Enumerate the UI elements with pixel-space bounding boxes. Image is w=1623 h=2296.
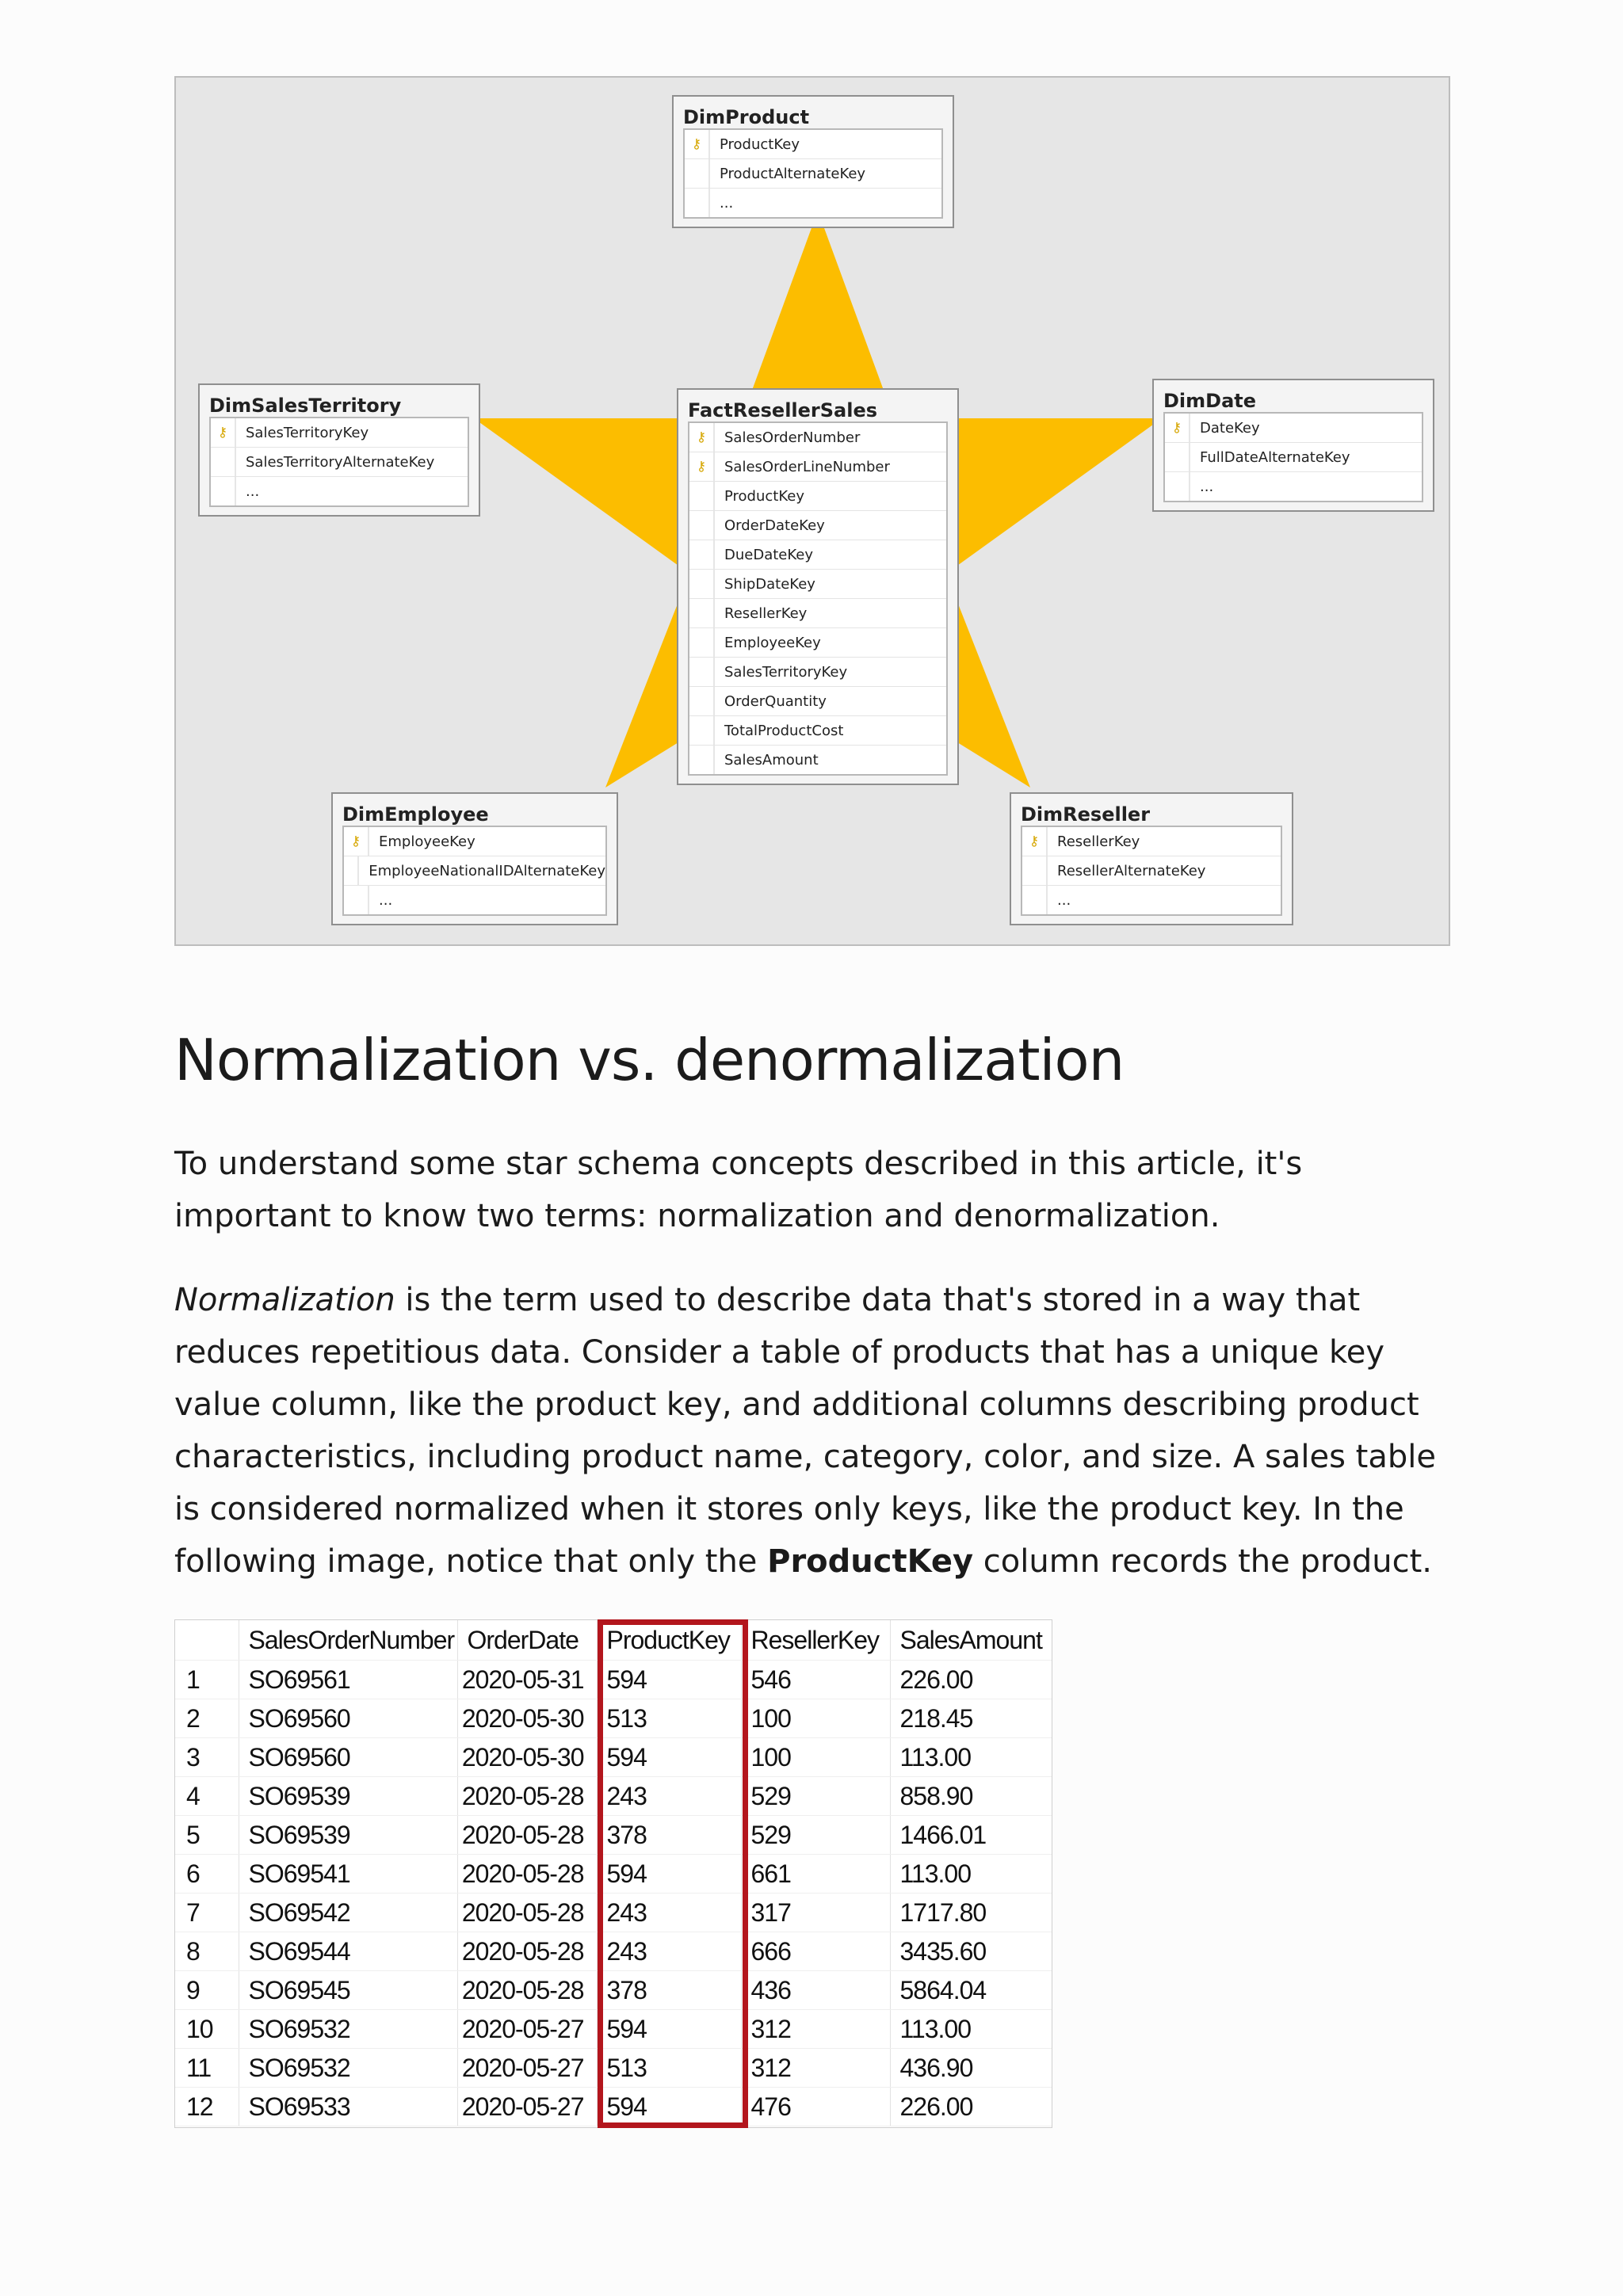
cell-row-number: 6: [175, 1855, 239, 1894]
cell-sales-order-number: SO69532: [239, 2010, 457, 2049]
table-title: DimProduct: [683, 106, 810, 128]
cell-sales-amount: 113.00: [890, 1855, 1052, 1894]
cell-order-date: 2020-05-28: [457, 1971, 597, 2010]
cell-product-key: 594: [597, 2088, 741, 2126]
cell-reseller-key: 546: [741, 1661, 890, 1699]
column-name: SalesOrderNumber: [724, 429, 861, 446]
cell-sales-order-number: SO69544: [239, 1932, 457, 1971]
column-name: ShipDateKey: [724, 575, 815, 593]
cell-row-number: 3: [175, 1738, 239, 1777]
table-column-row: [344, 856, 605, 886]
column-selector-cell: [689, 658, 715, 686]
table-column-row: [689, 658, 946, 687]
primary-key-icon: ⚷: [1165, 414, 1190, 442]
column-selector-cell: [689, 687, 715, 715]
cell-order-date: 2020-05-28: [457, 1894, 597, 1932]
cell-row-number: 12: [175, 2088, 239, 2126]
table-column-row: [211, 448, 468, 477]
column-name: TotalProductCost: [724, 722, 844, 739]
table-title: DimDate: [1163, 390, 1257, 412]
table-column-row: [685, 189, 941, 217]
column-name: EmployeeKey: [379, 833, 475, 850]
table-column-row: [689, 540, 946, 570]
normalization-text: is the term used to describe data that's stored in a way that reduces repetitious data. Consider a table of products that has a unique key value column, like the product key, and additional columns describing product characteristics, including product name, category, color, and size. A sales table is considered normalized when it stores only keys, like the product key. In the following image, notice that only the: [174, 1282, 1436, 1580]
table-column-row: [689, 482, 946, 511]
table-column-row: [685, 130, 941, 159]
column-name: FullDateAlternateKey: [1200, 448, 1350, 466]
table-column-row: [211, 418, 468, 448]
cell-sales-amount: 858.90: [890, 1777, 1052, 1816]
cell-sales-order-number: SO69541: [239, 1855, 457, 1894]
cell-row-number: 8: [175, 1932, 239, 1971]
cell-sales-order-number: SO69533: [239, 2088, 457, 2126]
column-selector-cell: [685, 189, 710, 217]
cell-order-date: 2020-05-27: [457, 2049, 597, 2088]
column-name: ...: [1200, 478, 1214, 495]
cell-row-number: 9: [175, 1971, 239, 2010]
table-column-row: [689, 716, 946, 746]
table-column-row: [1165, 472, 1422, 501]
column-selector-cell: [689, 570, 715, 598]
table-column-row: [1022, 827, 1281, 856]
cell-sales-order-number: SO69539: [239, 1816, 457, 1855]
cell-reseller-key: 317: [741, 1894, 890, 1932]
cell-order-date: 2020-05-30: [457, 1738, 597, 1777]
cell-row-number: 4: [175, 1777, 239, 1816]
cell-product-key: 594: [597, 1855, 741, 1894]
cell-product-key: 513: [597, 2049, 741, 2088]
cell-sales-order-number: SO69561: [239, 1661, 457, 1699]
cell-order-date: 2020-05-28: [457, 1855, 597, 1894]
column-name: SalesOrderLineNumber: [724, 458, 890, 475]
cell-product-key: 594: [597, 1661, 741, 1699]
cell-row-number: 7: [175, 1894, 239, 1932]
cell-row-number: 10: [175, 2010, 239, 2049]
cell-reseller-key: 666: [741, 1932, 890, 1971]
column-name: DueDateKey: [724, 546, 813, 563]
table-column-row: [689, 511, 946, 540]
cell-product-key: 243: [597, 1777, 741, 1816]
column-selector-cell: [689, 511, 715, 540]
cell-sales-order-number: SO69542: [239, 1894, 457, 1932]
table-title: FactResellerSales: [688, 399, 878, 421]
cell-order-date: 2020-05-27: [457, 2088, 597, 2126]
table-columns: [1021, 826, 1282, 916]
cell-sales-amount: 226.00: [890, 2088, 1052, 2126]
grid-header-salesamount: SalesAmount: [890, 1620, 1052, 1661]
cell-sales-amount: 226.00: [890, 1661, 1052, 1699]
table-column-row: [689, 628, 946, 658]
column-selector-cell: [689, 482, 715, 510]
cell-sales-order-number: SO69560: [239, 1699, 457, 1738]
table-dimemployee: [331, 792, 618, 925]
column-name: ResellerKey: [1057, 833, 1140, 850]
cell-sales-amount: 218.45: [890, 1699, 1052, 1738]
column-name: SalesTerritoryAlternateKey: [246, 453, 435, 471]
primary-key-icon: ⚷: [1022, 827, 1048, 856]
primary-key-icon: ⚷: [689, 423, 715, 452]
table-dimreseller: [1010, 792, 1293, 925]
column-selector-cell: [689, 540, 715, 569]
column-name: OrderDateKey: [724, 517, 825, 534]
cell-product-key: 243: [597, 1894, 741, 1932]
cell-reseller-key: 529: [741, 1777, 890, 1816]
cell-sales-amount: 1717.80: [890, 1894, 1052, 1932]
table-columns: [209, 417, 469, 507]
primary-key-icon: ⚷: [689, 452, 715, 481]
grid-header-orderdate: OrderDate: [457, 1620, 597, 1661]
column-selector-cell: [1022, 856, 1048, 885]
column-name: ResellerAlternateKey: [1057, 862, 1206, 879]
cell-sales-order-number: SO69545: [239, 1971, 457, 2010]
table-columns: [688, 421, 948, 776]
productkey-highlight-box: [598, 1619, 748, 2128]
table-column-row: [689, 423, 946, 452]
cell-order-date: 2020-05-28: [457, 1816, 597, 1855]
column-selector-cell: [211, 477, 236, 505]
cell-product-key: 594: [597, 1738, 741, 1777]
cell-sales-order-number: SO69560: [239, 1738, 457, 1777]
cell-sales-order-number: SO69532: [239, 2049, 457, 2088]
primary-key-icon: ⚷: [344, 827, 369, 856]
table-column-row: [1022, 856, 1281, 886]
table-column-row: [689, 687, 946, 716]
cell-row-number: 1: [175, 1661, 239, 1699]
column-selector-cell: [211, 448, 236, 476]
cell-sales-amount: 113.00: [890, 1738, 1052, 1777]
table-factresellersales: [677, 388, 959, 785]
table-columns: [342, 826, 607, 916]
cell-reseller-key: 100: [741, 1699, 890, 1738]
column-name: ...: [246, 482, 260, 500]
column-name: ...: [720, 194, 734, 212]
table-dimproduct: [672, 95, 954, 228]
cell-sales-amount: 5864.04: [890, 1971, 1052, 2010]
cell-order-date: 2020-05-28: [457, 1777, 597, 1816]
normalization-paragraph: [174, 1274, 1450, 1588]
column-name: ProductKey: [720, 135, 800, 153]
cell-reseller-key: 312: [741, 2049, 890, 2088]
cell-row-number: 11: [175, 2049, 239, 2088]
column-selector-cell: [344, 856, 359, 885]
cell-product-key: 243: [597, 1932, 741, 1971]
column-name: DateKey: [1200, 419, 1260, 437]
primary-key-icon: ⚷: [685, 130, 710, 158]
cell-reseller-key: 476: [741, 2088, 890, 2126]
cell-product-key: 378: [597, 1971, 741, 2010]
cell-order-date: 2020-05-30: [457, 1699, 597, 1738]
table-column-row: [211, 477, 468, 505]
column-name: ...: [1057, 891, 1071, 909]
grid-header-salesordernumber: SalesOrderNumber: [239, 1620, 457, 1661]
table-column-row: [344, 886, 605, 914]
cell-reseller-key: 436: [741, 1971, 890, 2010]
star-schema-diagram: [174, 76, 1450, 946]
table-dimdate: [1152, 379, 1434, 512]
column-name: EmployeeNationalIDAlternateKey: [369, 862, 605, 879]
cell-reseller-key: 312: [741, 2010, 890, 2049]
table-column-row: [1165, 414, 1422, 443]
column-name: EmployeeKey: [724, 634, 821, 651]
primary-key-icon: ⚷: [211, 418, 236, 447]
cell-sales-amount: 3435.60: [890, 1932, 1052, 1971]
table-column-row: [689, 570, 946, 599]
cell-order-date: 2020-05-28: [457, 1932, 597, 1971]
column-selector-cell: [689, 746, 715, 774]
table-column-row: [689, 452, 946, 482]
cell-reseller-key: 661: [741, 1855, 890, 1894]
column-name: SalesAmount: [724, 751, 819, 769]
normalization-text-end: column records the product.: [973, 1543, 1433, 1580]
table-column-row: [344, 827, 605, 856]
table-title: DimSalesTerritory: [209, 395, 402, 417]
table-column-row: [1022, 886, 1281, 914]
table-columns: [683, 128, 943, 219]
cell-sales-amount: 1466.01: [890, 1816, 1052, 1855]
table-column-row: [689, 599, 946, 628]
column-name: ResellerKey: [724, 605, 808, 622]
cell-sales-amount: 436.90: [890, 2049, 1052, 2088]
table-column-row: [1165, 443, 1422, 472]
column-selector-cell: [689, 716, 715, 745]
cell-row-number: 5: [175, 1816, 239, 1855]
table-column-row: [685, 159, 941, 189]
grid-header-rownum: [175, 1620, 239, 1661]
cell-product-key: 594: [597, 2010, 741, 2049]
column-selector-cell: [689, 599, 715, 627]
column-selector-cell: [1165, 443, 1190, 471]
column-selector-cell: [1165, 472, 1190, 501]
cell-row-number: 2: [175, 1699, 239, 1738]
column-name: SalesTerritoryKey: [724, 663, 848, 681]
cell-order-date: 2020-05-27: [457, 2010, 597, 2049]
table-title: DimEmployee: [342, 803, 489, 826]
table-title: DimReseller: [1021, 803, 1151, 826]
table-columns: [1163, 412, 1423, 502]
section-heading: Normalization vs. denormalization: [174, 1027, 1125, 1093]
column-name: ProductKey: [724, 487, 804, 505]
table-dimsalesterritory: [198, 383, 480, 517]
column-selector-cell: [685, 159, 710, 188]
column-name: OrderQuantity: [724, 692, 827, 710]
column-selector-cell: [344, 886, 369, 914]
normalization-term: Normalization: [174, 1282, 395, 1318]
cell-product-key: 513: [597, 1699, 741, 1738]
column-name: SalesTerritoryKey: [246, 424, 369, 441]
cell-order-date: 2020-05-31: [457, 1661, 597, 1699]
table-column-row: [689, 746, 946, 774]
cell-reseller-key: 529: [741, 1816, 890, 1855]
cell-product-key: 378: [597, 1816, 741, 1855]
column-name: ...: [379, 891, 393, 909]
grid-header-productkey: ProductKey: [597, 1620, 741, 1661]
column-selector-cell: [1022, 886, 1048, 914]
productkey-term: ProductKey: [767, 1543, 974, 1580]
cell-sales-order-number: SO69539: [239, 1777, 457, 1816]
column-selector-cell: [689, 628, 715, 657]
intro-paragraph: To understand some star schema concepts described in this article, it's important to know two terms: normalization and denormalization.: [174, 1146, 1303, 1234]
cell-reseller-key: 100: [741, 1738, 890, 1777]
cell-sales-amount: 113.00: [890, 2010, 1052, 2049]
grid-header-resellerkey: ResellerKey: [741, 1620, 890, 1661]
column-name: ProductAlternateKey: [720, 165, 866, 182]
